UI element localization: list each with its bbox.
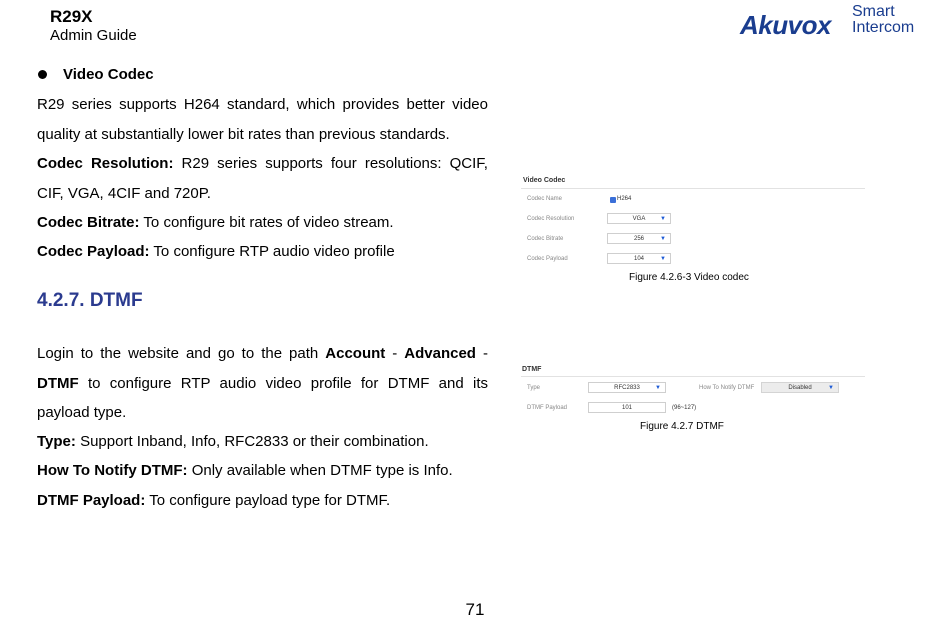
dtmf-path-dtmf: DTMF [37,374,79,392]
codec-name-value: H264 [617,196,632,202]
video-codec-bullet: Video Codec [63,66,154,83]
chevron-down-icon: ▼ [655,385,661,391]
dtmf-intro-sep2: - [475,345,488,362]
dtmf-type-paragraph [37,427,488,457]
dtmf-heading: 4.2.7. DTMF [37,290,143,311]
codec-payload-value: 104 [633,256,644,262]
dtmf-intro-sep1: - [385,345,405,362]
dtmf-path-advanced: Advanced [404,345,476,362]
codec-resolution-paragraph [37,149,488,208]
doc-subtitle: Admin Guide [50,27,137,44]
codec-resolution-field-label: Codec Resolution [527,216,575,222]
dtmf-notify-select[interactable] [761,382,839,393]
codec-name-label: Codec Name [527,196,563,202]
dtmf-type-text: Support Inband, Info, RFC2833 or their combination. [75,433,429,450]
logo-side-text [852,4,914,36]
codec-resolution-label: Codec Resolution: [37,155,174,172]
dtmf-notify-text: Only available when DTMF type is Info. [187,462,453,479]
codec-bitrate-value: 256 [633,236,644,242]
dtmf-notify-paragraph [37,456,488,486]
chevron-down-icon: ▼ [660,236,666,242]
codec-bitrate-select[interactable] [607,233,671,244]
codec-bitrate-paragraph [37,208,488,238]
video-codec-figure [521,174,865,270]
bullet-icon [38,70,47,79]
dtmf-type-field-label: Type [527,385,541,391]
page-number: 71 [465,600,485,619]
codec-name-checkbox[interactable] [610,197,616,203]
logo-intercom: Intercom [852,19,915,36]
dtmf-figure [521,363,865,417]
dtmf-type-label: Type: [37,433,76,450]
codec-resolution-text: R29 series supports four resolutions: QCIF, CIF, VGA, 4CIF and 720P. [37,155,488,202]
dtmf-payload-field-label: DTMF Payload [527,405,568,411]
codec-resolution-select[interactable] [607,213,671,224]
doc-title: R29X [50,7,93,26]
codec-payload-select[interactable] [607,253,671,264]
chevron-down-icon: ▼ [660,256,666,262]
codec-payload-field-label: Codec Payload [527,256,568,262]
dtmf-payload-label: DTMF Payload: [37,492,146,509]
video-codec-panel-divider [521,188,865,189]
codec-bitrate-field-label: Codec Bitrate [527,236,564,242]
dtmf-notify-field-label: How To Notify DTMF [699,385,755,391]
dtmf-intro-a: Login to the website and go to the path [37,345,326,362]
codec-bitrate-text: To configure bit rates of video stream. [139,214,394,231]
codec-resolution-value: VGA [632,216,646,222]
dtmf-notify-label: How To Notify DTMF: [37,462,188,479]
dtmf-type-select[interactable] [588,382,666,393]
dtmf-caption: Figure 4.2.7 DTMF [640,421,724,432]
dtmf-intro-g: to configure RTP audio video profile for DTMF and its payload type. [37,374,488,421]
codec-payload-label: Codec Payload: [37,243,150,260]
chevron-down-icon: ▼ [660,216,666,222]
dtmf-type-value: RFC2833 [614,385,640,391]
codec-bitrate-label: Codec Bitrate: [37,214,140,231]
dtmf-payload-range: (96~127) [672,405,697,411]
logo-main-text: Akuvox [740,10,831,40]
dtmf-intro-paragraph [37,339,488,428]
logo-smart: Smart [852,3,895,20]
codec-payload-text: To configure RTP audio video profile [149,243,395,260]
codec-payload-paragraph [37,237,488,267]
dtmf-notify-value: Disabled [788,385,812,391]
video-codec-panel-title: Video Codec [523,177,566,184]
dtmf-panel-divider [521,376,865,377]
video-codec-caption: Figure 4.2.6-3 Video codec [629,272,749,283]
dtmf-payload-paragraph [37,486,488,516]
dtmf-payload-input[interactable]: 101 [588,402,666,413]
video-codec-paragraph: R29 series supports H264 standard, which provides better video quality at substantially lower bit rates than previous standards. [37,96,488,143]
dtmf-payload-text: To configure payload type for DTMF. [145,492,391,509]
dtmf-panel-title: DTMF [522,366,542,373]
chevron-down-icon: ▼ [828,385,834,391]
dtmf-path-account: Account [325,345,386,362]
